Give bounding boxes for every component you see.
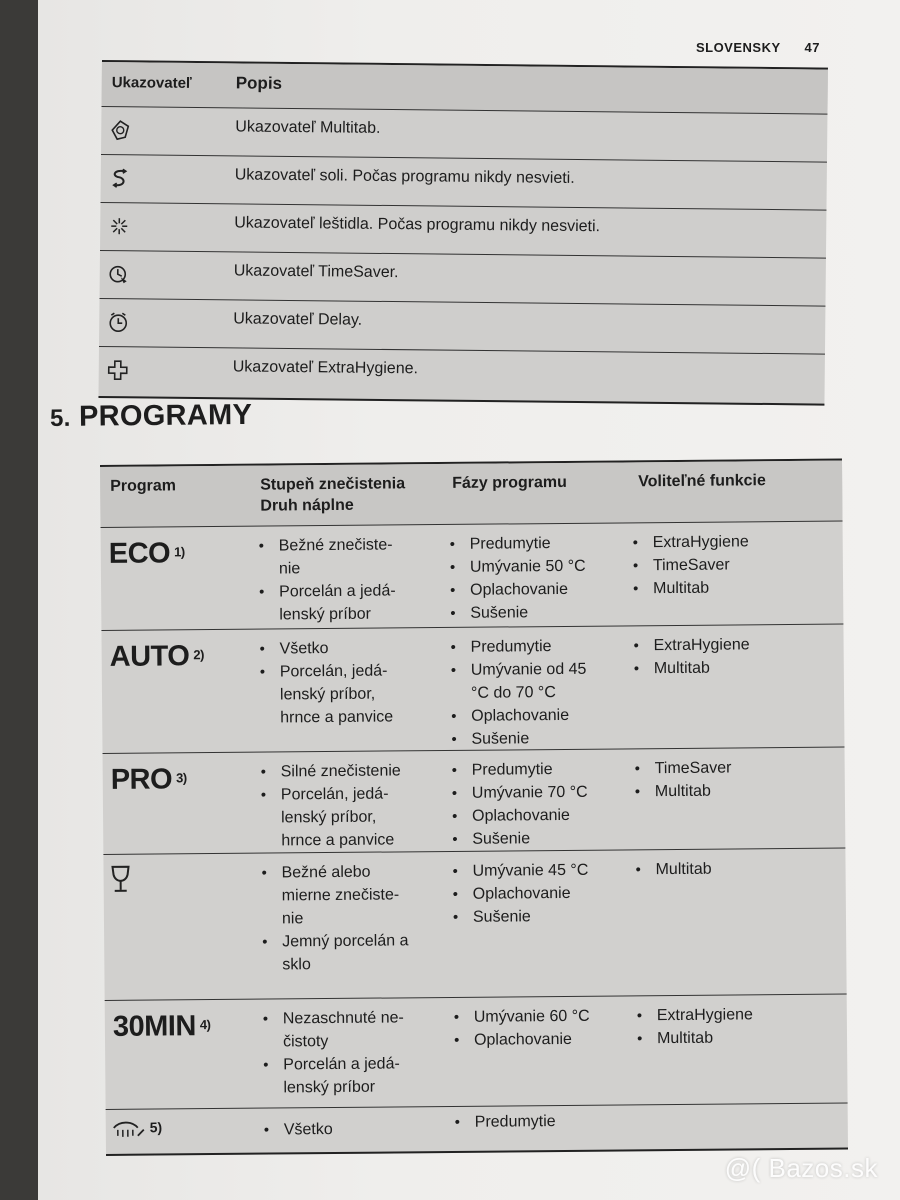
phases-list — [449, 634, 630, 751]
phase-item: • Sušenie — [451, 904, 631, 929]
soil-item: • Všetko — [258, 636, 433, 661]
extrahygiene-icon — [107, 359, 129, 381]
indicator-column-header: Ukazovateľ — [111, 74, 192, 92]
soil-item: • Silné znečistenie — [259, 759, 434, 784]
program-row-30min — [105, 995, 848, 1110]
soil-list — [259, 860, 435, 977]
footnote-ref: 1) — [174, 544, 185, 560]
program-label: AUTO — [109, 640, 190, 673]
option-item: • ExtraHygiene — [631, 633, 831, 658]
footnote-ref: 4) — [199, 1017, 211, 1033]
indicator-row — [99, 251, 825, 307]
program-name — [110, 640, 204, 674]
multitab-icon — [109, 119, 131, 141]
option-item: • Multitab — [631, 576, 831, 601]
soil-item: • Bežné alebo mierne znečiste- nie — [259, 860, 435, 931]
phase-item: • Umývanie 70 °C — [450, 780, 630, 805]
soil-list — [261, 1006, 437, 1100]
phase-item: • Sušenie — [450, 826, 630, 851]
program-name — [109, 537, 185, 571]
programs-header-row — [100, 461, 843, 528]
options-list — [631, 633, 831, 681]
options-column-header: Voliteľné funkcie — [638, 472, 766, 491]
phases-list — [452, 1004, 632, 1052]
phases-list — [450, 858, 631, 929]
delay-icon — [107, 311, 129, 333]
soil-item: • Porcelán a jedá- lenský príbor — [261, 1052, 436, 1100]
indicator-description: Ukazovateľ leštidla. Počas programu nikdy nesvieti. — [234, 214, 601, 236]
phases-list — [453, 1109, 633, 1134]
page-header — [696, 40, 820, 55]
phase-item: • Predumytie — [448, 531, 628, 556]
indicator-description: Ukazovateľ soli. Počas programu nikdy nesvieti. — [234, 166, 575, 187]
prewash-program-label — [112, 1117, 163, 1139]
soil-item: • Jemný porcelán a sklo — [260, 929, 435, 977]
program-row-auto — [101, 625, 844, 754]
soil-item: • Nezaschnuté ne- čistoty — [261, 1006, 436, 1054]
program-column-header: Program — [110, 477, 177, 495]
manual-page — [38, 0, 900, 1200]
option-item: • Multitab — [633, 779, 833, 804]
phases-list — [448, 531, 629, 625]
options-list — [633, 756, 833, 804]
options-list — [635, 1003, 835, 1051]
timesaver-icon — [108, 263, 130, 285]
phase-item: • Predumytie — [450, 757, 630, 782]
soil-list — [257, 533, 433, 627]
section-number: 5. — [49, 404, 71, 433]
phase-item: • Sušenie — [449, 726, 629, 751]
indicator-row — [101, 107, 827, 163]
phase-item: • Umývanie od 45 °C do 70 °C — [449, 657, 629, 705]
load-header-line: Druh náplne — [260, 496, 354, 515]
phase-item: • Predumytie — [453, 1109, 633, 1134]
phase-item: • Oplachovanie — [452, 1027, 632, 1052]
rinse-aid-icon — [108, 215, 130, 237]
indicators-header-row — [102, 62, 828, 115]
indicator-row — [101, 155, 827, 211]
program-row-pro — [103, 748, 846, 855]
indicator-row — [99, 299, 825, 355]
phase-item: • Oplachovanie — [451, 881, 631, 906]
section-heading: PROGRAMY — [78, 398, 253, 433]
watermark: @( Bazos.sk — [724, 1153, 878, 1183]
indicator-description: Ukazovateľ ExtraHygiene. — [232, 358, 419, 378]
option-item: • TimeSaver — [633, 756, 833, 781]
section-title — [50, 399, 253, 434]
soil-column-header — [260, 473, 405, 516]
prewash-icon — [112, 1118, 146, 1140]
soil-list — [262, 1117, 437, 1142]
description-column-header: Popis — [235, 73, 283, 93]
program-label: PRO — [110, 763, 173, 796]
option-item: • ExtraHygiene — [631, 530, 831, 555]
indicator-row — [100, 203, 826, 259]
soil-list — [258, 636, 434, 730]
phase-item: • Oplachovanie — [449, 703, 629, 728]
language-label: SLOVENSKY — [695, 40, 781, 55]
options-list — [631, 530, 832, 601]
option-item: • ExtraHygiene — [635, 1003, 835, 1028]
program-name — [111, 763, 187, 797]
soil-item: • Bežné znečiste- nie — [257, 533, 432, 581]
phase-item: • Oplachovanie — [450, 803, 630, 828]
program-row-eco — [101, 522, 844, 631]
glass-icon — [109, 865, 131, 895]
page-number: 47 — [804, 40, 820, 55]
phase-item: • Sušenie — [448, 600, 628, 625]
salt-icon — [109, 167, 131, 189]
option-item: • Multitab — [635, 1026, 835, 1051]
option-item: • Multitab — [632, 656, 832, 681]
footnote-ref: 2) — [193, 647, 204, 663]
soil-item: • Porcelán, jedá- lenský príbor, hrnce a panvice — [259, 782, 435, 853]
soil-item: • Všetko — [262, 1117, 437, 1142]
indicator-description: Ukazovateľ Delay. — [233, 310, 363, 329]
programs-table — [100, 459, 848, 1156]
soil-header-line: Stupeň znečistenia — [260, 475, 406, 494]
indicator-row — [98, 347, 824, 406]
option-item: • TimeSaver — [631, 553, 831, 578]
soil-item: • Porcelán a jedá- lenský príbor — [257, 579, 432, 627]
phase-item: • Umývanie 45 °C — [450, 858, 630, 883]
option-item: • Multitab — [633, 857, 833, 882]
program-label: ECO — [108, 537, 171, 570]
program-label: 30MIN — [112, 1010, 196, 1043]
indicator-description: Ukazovateľ TimeSaver. — [233, 262, 399, 282]
footnote-ref: 3) — [176, 770, 187, 786]
program-row-glass — [103, 849, 846, 1001]
indicators-table — [98, 60, 827, 406]
phases-list — [450, 757, 631, 851]
phase-item: • Predumytie — [449, 634, 629, 659]
phase-item: • Umývanie 60 °C — [452, 1004, 632, 1029]
footnote-ref: 5) — [149, 1119, 163, 1136]
indicator-description: Ukazovateľ Multitab. — [235, 118, 381, 137]
phase-item: • Oplachovanie — [448, 577, 628, 602]
program-row-prewash — [106, 1104, 848, 1156]
soil-list — [259, 759, 435, 853]
options-list — [633, 857, 833, 882]
phases-column-header: Fázy programu — [452, 473, 567, 492]
phase-item: • Umývanie 50 °C — [448, 554, 628, 579]
program-name — [113, 1010, 211, 1044]
soil-item: • Porcelán, jedá- lenský príbor, hrnce a panvice — [258, 659, 434, 730]
